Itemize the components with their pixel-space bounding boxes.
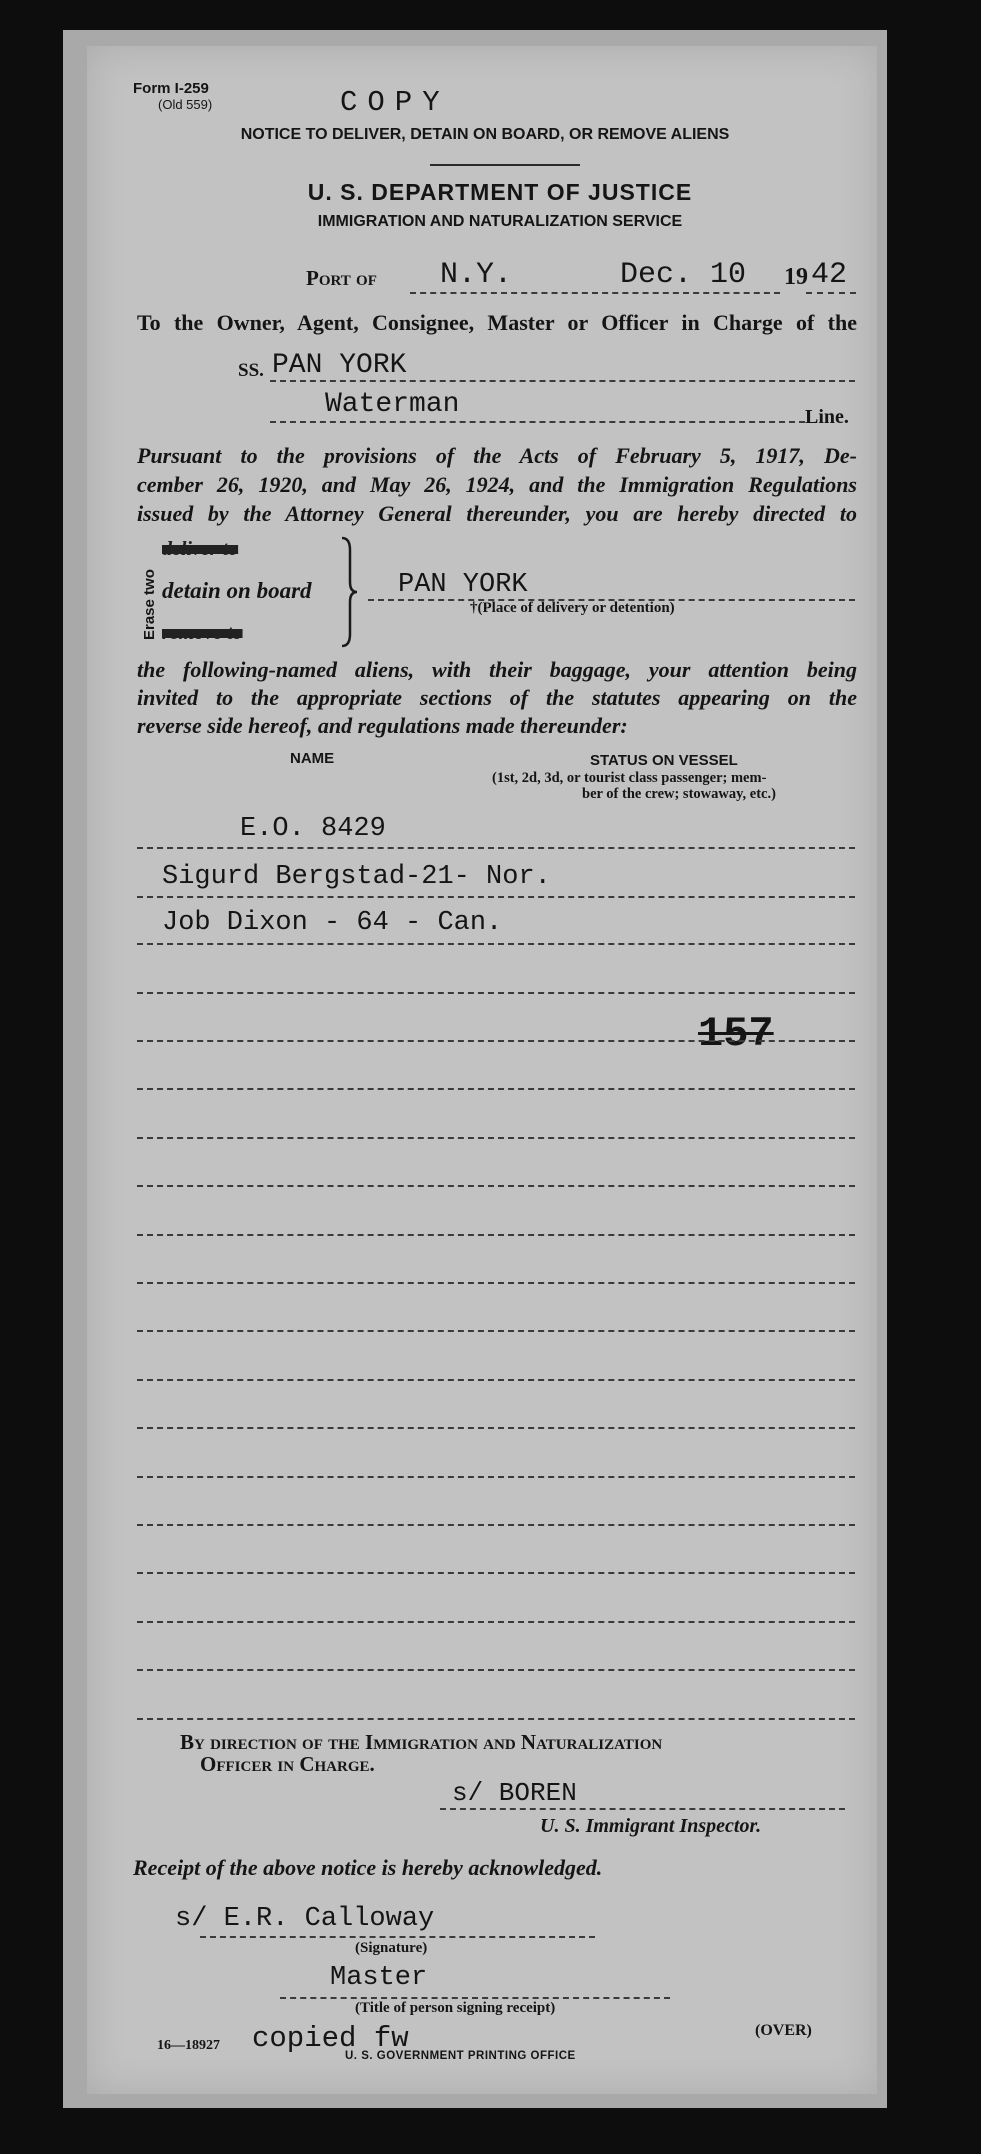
entry-rule-3 <box>137 943 855 945</box>
provisions-line-3: issued by the Attorney General thereunder, you are hereby directed to <box>137 501 857 526</box>
provisions-line-2: cember 26, 1920, and May 26, 1924, and the Immigration Regulations <box>137 472 857 497</box>
option-deliver-struck: deliver to <box>162 538 239 560</box>
erase-two-label: Erase two <box>141 569 158 640</box>
entry-rule-5 <box>137 1040 855 1042</box>
year-value: 42 <box>811 258 848 292</box>
over-indicator: (OVER) <box>755 2022 812 2039</box>
direction-line-2: Officer in Charge. <box>200 1752 375 1776</box>
entry-rule-16 <box>137 1572 855 1574</box>
line-underline <box>270 421 805 423</box>
master-title: Master <box>330 1963 428 1993</box>
ss-label: SS. <box>238 360 264 381</box>
following-line-2: invited to the appropriate sections of the statutes appearing on the <box>137 685 857 710</box>
alien-entry-2: Sigurd Bergstad-21- Nor. <box>162 862 551 892</box>
entry-rule-18 <box>137 1669 855 1671</box>
alien-entry-1: E.O. 8429 <box>240 814 386 844</box>
entry-rule-12 <box>137 1379 855 1381</box>
option-remove-struck: remove to <box>162 622 243 644</box>
service-name: IMMIGRATION AND NATURALIZATION SERVICE <box>317 213 683 230</box>
entry-rule-1 <box>137 847 855 849</box>
inspector-signature: s/ BOREN <box>452 1778 577 1808</box>
notice-title: NOTICE TO DELIVER, DETAIN ON BOARD, OR REMOVE ALIENS <box>240 126 730 143</box>
inspector-signature-underline <box>440 1808 845 1810</box>
status-note-2: ber of the crew; stowaway, etc.) <box>582 786 776 802</box>
addressee-line: To the Owner, Agent, Consignee, Master or Officer in Charge of the <box>137 310 857 335</box>
receipt-acknowledgement: Receipt of the above notice is hereby acknowledged. <box>133 1855 603 1880</box>
provisions-line-1: Pursuant to the provisions of the Acts of February 5, 1917, De- <box>137 443 857 468</box>
option-brace <box>340 536 358 648</box>
entry-rule-10 <box>137 1282 855 1284</box>
port-value: N.Y. <box>440 258 513 292</box>
entry-rule-7 <box>137 1137 855 1139</box>
copied-note: copied fw <box>252 2022 409 2055</box>
entry-rule-9 <box>137 1234 855 1236</box>
name-column-header: NAME <box>290 750 335 767</box>
signature-caption: (Signature) <box>355 1940 428 1956</box>
ship-underline <box>270 380 855 382</box>
master-signature: s/ E.R. Calloway <box>175 1904 435 1934</box>
gpo-imprint: U. S. GOVERNMENT PRINTING OFFICE <box>345 2050 576 2062</box>
copy-stamp: COPY <box>340 86 450 119</box>
entry-rule-15 <box>137 1524 855 1526</box>
alien-entry-3: Job Dixon - 64 - Can. <box>162 908 503 938</box>
master-signature-underline <box>200 1936 595 1938</box>
entry-rule-11 <box>137 1330 855 1332</box>
old-form-number: (Old 559) <box>158 97 213 112</box>
port-date-underline <box>410 292 780 294</box>
entry-rule-13 <box>137 1427 855 1429</box>
department-name: U. S. DEPARTMENT OF JUSTICE <box>307 179 693 205</box>
master-title-underline <box>280 1997 670 1999</box>
title-caption: (Title of person signing receipt) <box>355 2000 556 2016</box>
stamp-number: 157 <box>698 1010 774 1058</box>
form-number: Form I-259 <box>133 80 209 97</box>
year-prefix: 19 <box>784 264 808 290</box>
entry-rule-14 <box>137 1476 855 1478</box>
following-line-3: reverse side hereof, and regulations made thereunder: <box>137 713 628 738</box>
line-label: Line. <box>805 406 849 428</box>
entry-rule-19 <box>137 1718 855 1720</box>
entry-rule-2 <box>137 896 855 898</box>
direction-line-1: By direction of the Immigration and Naturalization <box>180 1730 663 1754</box>
entry-rule-8 <box>137 1185 855 1187</box>
ship-name: PAN YORK <box>272 350 407 381</box>
line-name: Waterman <box>325 389 460 420</box>
print-code: 16—18927 <box>157 2038 220 2053</box>
status-column-header: STATUS ON VESSEL <box>590 752 738 769</box>
entry-rule-17 <box>137 1621 855 1623</box>
inspector-title: U. S. Immigrant Inspector. <box>540 1815 762 1837</box>
following-line-1: the following-named aliens, with their baggage, your attention being <box>137 657 857 682</box>
option-detain: detain on board <box>162 578 312 603</box>
port-label: Port of <box>306 266 377 290</box>
date-value: Dec. 10 <box>620 258 747 292</box>
title-rule <box>430 164 580 166</box>
entry-rule-4 <box>137 992 855 994</box>
place-value: PAN YORK <box>398 570 528 600</box>
status-note-1: (1st, 2d, 3d, or tourist class passenger; mem- <box>492 770 767 786</box>
year-underline <box>806 292 856 294</box>
entry-rule-6 <box>137 1088 855 1090</box>
place-caption: †(Place of delivery or detention) <box>470 600 675 616</box>
